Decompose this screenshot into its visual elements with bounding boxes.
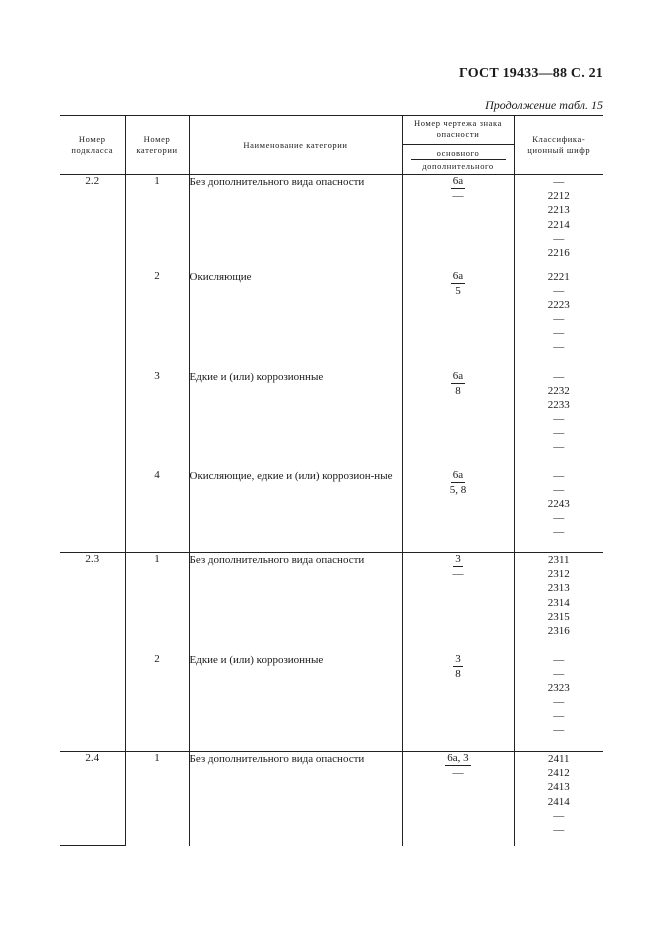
- col-header-drawing-extra: дополнительного: [422, 161, 494, 171]
- classification-code: 2216: [547, 246, 570, 259]
- classification-code: 2413: [547, 781, 570, 794]
- classification-code: —: [553, 710, 565, 723]
- drawing-extra-number: —: [452, 767, 464, 779]
- table-row: [60, 175, 603, 270]
- classification-code: —: [553, 809, 565, 822]
- classification-code: 2243: [547, 497, 570, 510]
- col-header-code: Классифика-ционный шифр: [514, 116, 603, 175]
- cell-classification-codes: [514, 270, 603, 370]
- cell-category: 1: [125, 553, 189, 653]
- drawing-main-number: 6а: [452, 468, 464, 481]
- col-header-drawing-main: основного: [411, 148, 506, 160]
- table-body: [60, 175, 603, 846]
- classification-code: —: [553, 724, 565, 737]
- classification-code: —: [553, 370, 565, 383]
- cell-drawing-fraction: [402, 175, 514, 270]
- drawing-main-number: 6а: [452, 269, 464, 282]
- drawing-main-number: 6а, 3: [447, 752, 469, 764]
- col-header-drawing: [402, 116, 514, 175]
- classification-code: 2411: [547, 753, 570, 765]
- cell-category: 1: [125, 752, 189, 846]
- drawing-extra-number: 5, 8: [449, 483, 467, 496]
- classification-code: 2316: [547, 624, 570, 637]
- classification-code: —: [553, 176, 565, 188]
- cell-category: 2: [125, 653, 189, 752]
- classification-code: —: [553, 327, 565, 340]
- cell-category-name: Окисляющие: [189, 270, 402, 370]
- cell-subclass: 2.4: [60, 752, 125, 846]
- cell-category-name: Едкие и (или) коррозионные: [189, 370, 402, 469]
- cell-drawing-fraction: [402, 653, 514, 752]
- table-row: [60, 752, 603, 846]
- cell-classification-codes: [514, 553, 603, 653]
- classification-code: 2313: [547, 582, 570, 595]
- classification-code: —: [553, 427, 565, 440]
- classification-code: —: [553, 284, 565, 297]
- cell-classification-codes: [514, 469, 603, 553]
- table-row: [60, 270, 603, 370]
- col-header-drawing-sub: [403, 144, 514, 174]
- classification-code: —: [553, 696, 565, 709]
- classification-code: 2312: [547, 568, 570, 581]
- classification-code: 2323: [547, 681, 570, 694]
- cell-category: 3: [125, 370, 189, 469]
- classification-code: —: [553, 653, 565, 666]
- cell-drawing-fraction: [402, 752, 514, 846]
- drawing-extra-number: —: [452, 190, 464, 202]
- cell-subclass: 2.3: [60, 553, 125, 752]
- classification-code: 2233: [547, 398, 570, 411]
- classification-code: 2223: [547, 298, 570, 311]
- cell-drawing-fraction: [402, 553, 514, 653]
- cell-drawing-fraction: [402, 469, 514, 553]
- classification-code: —: [553, 469, 565, 482]
- classification-code: 2314: [547, 596, 570, 609]
- classification-code: —: [553, 341, 565, 354]
- page-header: ГОСТ 19433—88 С. 21: [459, 66, 603, 81]
- col-header-subclass: Номер подкласса: [60, 116, 125, 175]
- classification-code: —: [553, 526, 565, 539]
- classification-code: —: [553, 823, 565, 836]
- classification-code: 2214: [547, 218, 570, 231]
- classification-code: 2412: [547, 767, 570, 780]
- classification-code: 2212: [547, 190, 570, 203]
- drawing-extra-number: —: [452, 568, 464, 580]
- cell-classification-codes: [514, 653, 603, 752]
- table-row: [60, 469, 603, 553]
- classification-code: 2232: [547, 384, 570, 397]
- table-continuation-label: Продолжение табл. 15: [485, 98, 603, 112]
- category-table: [60, 115, 603, 846]
- table-row: [60, 553, 603, 653]
- drawing-main-number: 3: [455, 652, 461, 665]
- classification-code: —: [553, 512, 565, 525]
- cell-classification-codes: [514, 370, 603, 469]
- cell-category: 1: [125, 175, 189, 270]
- classification-code: —: [553, 413, 565, 426]
- classification-code: 2221: [547, 270, 570, 283]
- classification-code: 2315: [547, 610, 570, 623]
- drawing-main-number: 3: [455, 553, 461, 565]
- col-header-drawing-title: Номер чертежа знака опасности: [413, 118, 503, 139]
- cell-classification-codes: [514, 752, 603, 846]
- drawing-main-number: 6а: [452, 175, 464, 187]
- cell-category-name: Без дополнительного вида опасности: [189, 752, 402, 846]
- cell-classification-codes: [514, 175, 603, 270]
- cell-category: 4: [125, 469, 189, 553]
- col-header-name: Наименование категории: [189, 116, 402, 175]
- classification-code: —: [553, 313, 565, 326]
- cell-subclass: 2.2: [60, 175, 125, 553]
- classification-code: —: [553, 441, 565, 454]
- classification-code: 2213: [547, 204, 570, 217]
- cell-category-name: Без дополнительного вида опасности: [189, 175, 402, 270]
- table-row: [60, 370, 603, 469]
- cell-category-name: Без дополнительного вида опасности: [189, 553, 402, 653]
- table-row: [60, 653, 603, 752]
- drawing-extra-number: 8: [455, 384, 461, 397]
- classification-code: 2311: [547, 554, 570, 566]
- col-header-category: Номер категории: [125, 116, 189, 175]
- drawing-main-number: 6а: [452, 369, 464, 382]
- cell-category-name: Окисляющие, едкие и (или) коррозион-ные: [189, 469, 402, 553]
- cell-category: 2: [125, 270, 189, 370]
- cell-category-name: Едкие и (или) коррозионные: [189, 653, 402, 752]
- cell-drawing-fraction: [402, 270, 514, 370]
- drawing-extra-number: 8: [455, 667, 461, 680]
- cell-drawing-fraction: [402, 370, 514, 469]
- classification-code: 2414: [547, 795, 570, 808]
- classification-code: —: [553, 483, 565, 496]
- drawing-extra-number: 5: [455, 284, 461, 297]
- classification-code: —: [553, 667, 565, 680]
- classification-code: —: [553, 232, 565, 245]
